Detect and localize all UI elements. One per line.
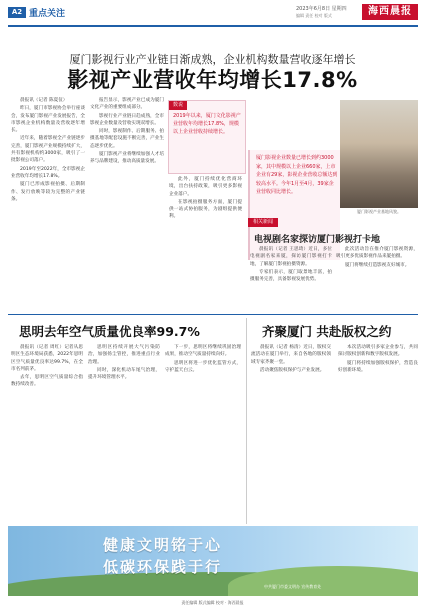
related-news-column-2: [336, 246, 418, 306]
page-code: A2: [8, 7, 26, 18]
banner-slogan-1: 健康文明铭于心: [103, 536, 223, 554]
header-rule: [8, 25, 418, 27]
paragraph: 本次活动吸引多家企业参与，共同探讨版权创新和数字版权发展。: [338, 345, 418, 358]
paragraph: 晨报讯（记者 周红）记者从思明区生态环境局获悉，2022年思明区空气质量优良率达99.7%，在全市名列前茅。: [11, 345, 83, 372]
paragraph: 厦门将继续打造影视友好城市。: [345, 262, 410, 268]
air-column-1: [11, 344, 83, 522]
paragraph: 晨报讯（记者 杨清）近日，版权交流活动在厦门举行，来自各地的版权领域专家齐聚一堂。: [251, 345, 331, 365]
section-divider: [8, 314, 418, 315]
paragraph: 此外，厦门持续优化营商环境，出台扶持政策，吸引更多影视企业落户。: [169, 177, 242, 197]
paragraph: 晨报讯（记者 陈夏仪）: [20, 98, 68, 103]
lead-column-2: [90, 97, 164, 287]
paragraph: 专家们表示，厦门取景地丰富，拍摄服务完善，具备影视发展优势。: [250, 269, 332, 283]
callout-text: 2019年以来，厦门文化影视产业营收年均增长17.8%，规模以上企业营收持续增长。: [173, 113, 241, 135]
lead-column-1: [11, 97, 85, 287]
paragraph: 2019年至2022年，全市影视企业营收年均增长17.8%。: [11, 166, 85, 179]
paragraph: 晨报讯（记者 王思琦）近日，多位电视剧名家来厦，探访厦门影视打卡地，了解厦门影视拍摄资源。: [250, 247, 332, 267]
paragraph: 厦门影视产业将继续加强人才培养与品牌建设，推动高质量发展。: [90, 152, 164, 165]
paragraph: 影视行业产业链日趋成熟，全市影视企业数量及营收实现双增长。: [90, 113, 164, 126]
column-divider: [246, 318, 247, 524]
related-news-title: 电视剧名家探访厦门影视打卡地: [254, 235, 381, 245]
air-column-2: [88, 344, 160, 522]
related-news-column-1: [250, 246, 332, 306]
film-base-photo: [340, 100, 418, 208]
paragraph: 同时，深化机动车尾气治理，提升环境管理水平。: [88, 367, 160, 381]
paragraph: 活动聚焦版权保护与产业发展。: [260, 367, 325, 373]
page-footer: 责任编辑 版式编辑 校对 · 海西晨报: [181, 600, 244, 605]
section-title: 重点关注: [29, 9, 66, 19]
copyright-headline: 齐聚厦门 共赴版权之约: [262, 324, 392, 339]
paragraph: 厦门已形成影视拍摄、后期制作、发行放映等较为完整的产业链条。: [11, 182, 85, 202]
publication-meta: 编辑 责任 校对 版式: [296, 13, 332, 18]
paragraph: 近年来，随着影视全产业链逐步完善，厦门影视产业规模持续扩大，共有影视机构约3000家，吸引了一批影视公司落户。: [11, 136, 85, 164]
paragraph: 思明区持续开展大气污染防治，加强扬尘管控，推进重点行业治理。: [88, 345, 160, 365]
paragraph: 下一步，思明区将继续巩固治理成果，推动空气质量持续向好。: [165, 345, 241, 358]
paragraph: 报告显示，影视产业已成为厦门文化产业的重要组成部分。: [90, 98, 164, 111]
copyright-column-2: [338, 344, 418, 522]
callout-tag: 数说: [169, 101, 187, 110]
public-service-banner: [8, 526, 418, 596]
paragraph: 昨日，厦门市影视协会举行座谈会，发布厦门影视产业发展报告，全市影视企业机构数量及营收逐年增长。: [11, 106, 85, 134]
lead-headline: 影视产业营收年均增长17.8%: [67, 68, 358, 92]
lead-column-3: [169, 176, 242, 288]
newspaper-logo: 海西晨报: [362, 4, 418, 20]
air-column-3: [165, 344, 241, 522]
paragraph: 厦门将持续加强版权保护，营造良好创新环境。: [338, 360, 418, 373]
related-news-tag: 相关新闻: [248, 218, 278, 227]
paragraph: 去年，思明区空气质量综合指数持续改善。: [11, 375, 83, 388]
photo-caption: 厦门影视产业基地风貌。: [357, 209, 401, 214]
paragraph: 同时，影视制作、后期服务、拍摄基地等配套设施不断完善，产业生态逐步优化。: [90, 129, 164, 149]
banner-slogan-2: 低碳环保践于行: [103, 558, 223, 576]
callout-text-secondary: 厦门影视企业数量已增长到约3000家，其中规模以上企业660家，上市企业有29家，影视企业营收总额达到较高水平。今年1月至4月，39家企业营收同比增长。: [256, 155, 338, 195]
banner-hill: [228, 566, 418, 596]
paragraph: 此次活动旨在推介厦门影视资源，吸引更多优质影视作品来厦拍摄。: [336, 247, 418, 260]
paragraph: 在影视拍摄服务方面，厦门提供一站式协拍服务，为剧组提供便利。: [169, 199, 242, 220]
banner-credit: 中共厦门市委文明办 宣传教育处: [264, 584, 322, 589]
paragraph: 思明区将进一步优化监管方式，守护蓝天白云。: [165, 360, 241, 373]
lead-kicker: 厦门影视行业产业链日渐成熟，企业机构数量营收逐年增长: [69, 53, 356, 66]
air-quality-headline: 思明去年空气质量优良率99.7%: [19, 324, 200, 339]
copyright-column-1: [251, 344, 331, 522]
publication-date: 2023年6月8日 星期四: [296, 6, 347, 12]
page-header: [0, 0, 425, 24]
data-callout: [168, 100, 246, 174]
